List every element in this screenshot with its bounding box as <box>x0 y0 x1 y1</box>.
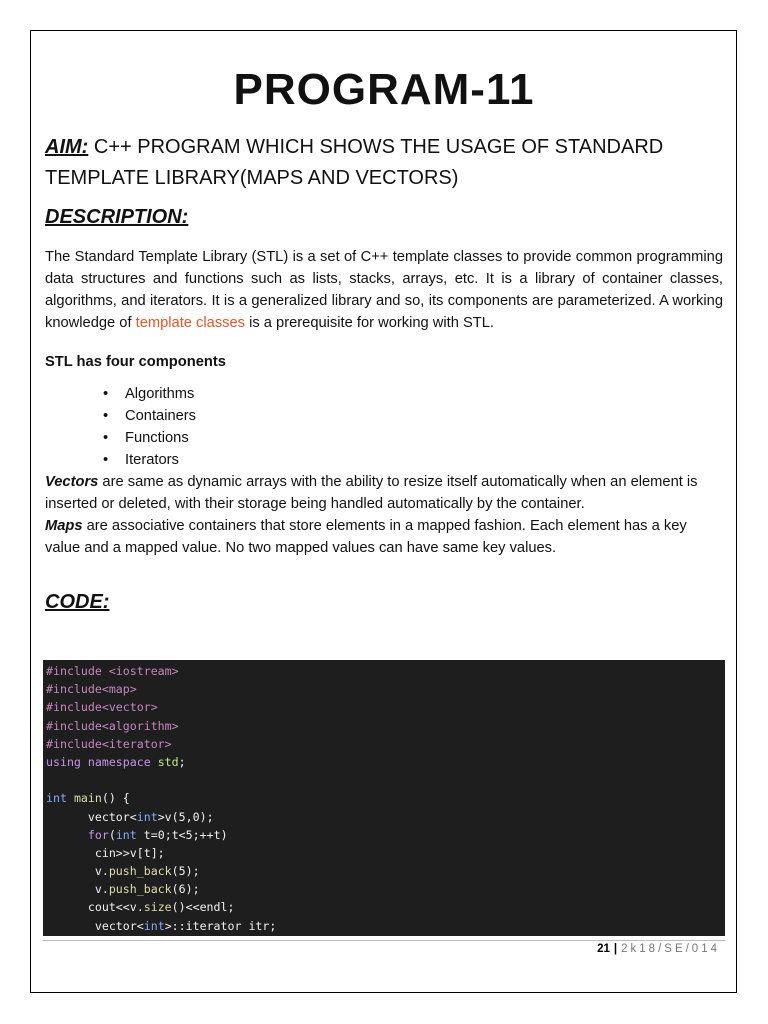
components-list <box>45 383 723 471</box>
template-classes-link[interactable]: template classes <box>135 315 246 331</box>
list-item: • Iterators <box>125 449 723 471</box>
bullet-icon: • <box>103 386 109 402</box>
code-line <box>43 771 725 789</box>
list-item: • Functions <box>125 427 723 449</box>
aim-text-line2: TEMPLATE LIBRARY(MAPS AND VECTORS) <box>45 167 459 189</box>
document-content <box>45 62 723 617</box>
code-line: cin>>v[t]; <box>46 845 165 860</box>
code-line: #include<algorithm> <box>46 718 179 733</box>
list-item: • Algorithms <box>125 383 723 405</box>
code-block <box>43 660 725 936</box>
code-line: vector<int>::iterator itr; <box>46 918 277 933</box>
bullet-icon: • <box>103 452 109 468</box>
aim-section <box>45 132 723 194</box>
list-item: • Containers <box>125 405 723 427</box>
description-text-part2: is a prerequisite for working with STL. <box>245 315 495 331</box>
aim-label: AIM: <box>45 136 89 158</box>
code-heading: CODE: <box>45 591 110 613</box>
footer-separator: | <box>613 943 618 955</box>
vectors-text: are same as dynamic arrays with the ability to resize itself automatically when an element is inserted or deleted, with their storage being handled automatically by the container. <box>45 474 698 512</box>
page-footer <box>597 943 720 955</box>
bullet-icon: • <box>103 408 109 424</box>
code-line: #include<iterator> <box>46 736 172 751</box>
description-paragraph <box>45 246 723 334</box>
code-line: #include<vector> <box>46 700 158 715</box>
bullet-icon: • <box>103 430 109 446</box>
page-title: PROGRAM-11 <box>233 65 535 114</box>
footer-code-id: 2k18/SE/014 <box>621 943 720 955</box>
components-heading: STL has four components <box>45 354 226 370</box>
code-line: v.push_back(5); <box>46 864 200 879</box>
vectors-definition <box>45 471 723 515</box>
page-number: 21 <box>597 943 610 955</box>
code-line: for(int t=0;t<5;++t) <box>87 827 228 842</box>
code-line: using namespace std; <box>46 754 186 769</box>
code-line: cout<<v.size()<<endl; <box>46 900 235 915</box>
code-line: #include <iostream> <box>46 664 179 678</box>
aim-text-line1: C++ PROGRAM WHICH SHOWS THE USAGE OF STANDARD <box>88 136 664 158</box>
code-line: vector<int>v(5,0); <box>46 809 214 824</box>
code-line: int main() { <box>46 791 130 806</box>
maps-text: are associative containers that store elements in a mapped fashion. Each element has a key value and a mapped value. No two mapped values can have same key values. <box>45 518 687 556</box>
footer-divider <box>43 940 725 941</box>
description-text-part1: The Standard Template Library (STL) is a set of C++ template classes to provide common programming data structures and functions such as lists, stacks, arrays, etc. It is a library of container classes, algorithms, and iterators. It is a generalized library and so, its components are parameterized. A working knowledge of <box>45 249 723 331</box>
vectors-term: Vectors <box>45 474 99 490</box>
maps-term: Maps <box>45 518 83 534</box>
code-line: #include<map> <box>46 682 137 697</box>
code-line: v.push_back(6); <box>46 882 200 897</box>
maps-definition <box>45 515 723 559</box>
description-heading: DESCRIPTION: <box>45 206 189 228</box>
